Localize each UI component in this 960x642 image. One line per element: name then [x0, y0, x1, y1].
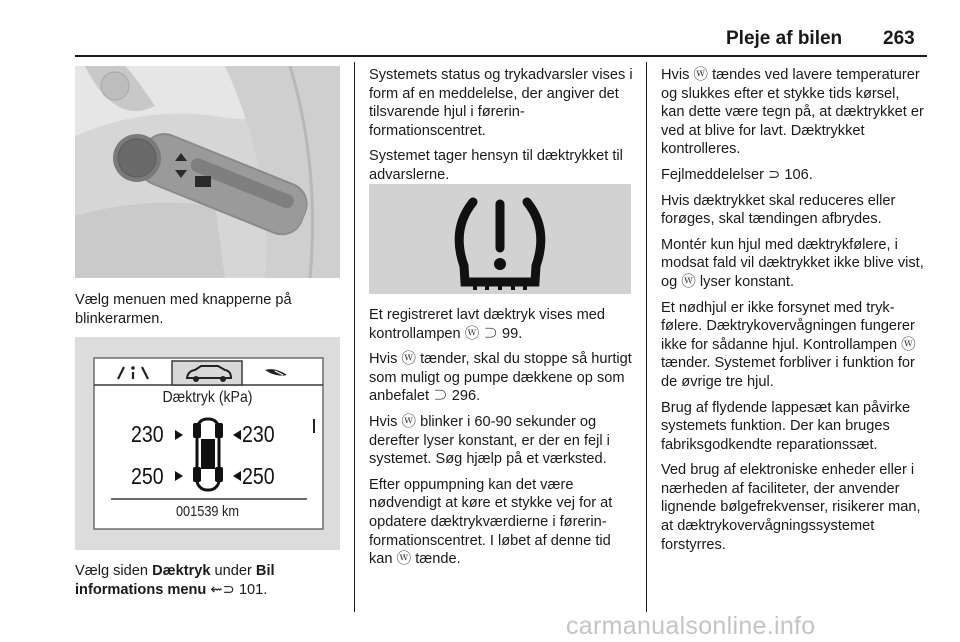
column-divider	[646, 62, 647, 612]
indicator-stalk-photo	[75, 66, 340, 278]
paragraph: Et nødhjul er ikke forsynet med trykfølere. Dæktrykovervågningen fungerer ikke for sådanne hjul. Kontrollampen ⓦ tænder. Systemet forbliver i funktion for de øvrige tre hjul.	[661, 299, 916, 390]
tire-pressure-rear-right: 250	[242, 463, 275, 489]
caption-select-menu: Vælg menuen med knapperne på blinkerarmen.	[75, 292, 292, 327]
paragraph: Systemets status og trykadvarsler vises i form af en meddelelse, der angiver det tilsvarende hjul i førerinformationscentret.	[369, 67, 633, 139]
paragraph: Hvis dæktrykket skal reduceres eller forøges, skal tændingen afbrydes.	[661, 192, 896, 228]
column-divider	[354, 62, 355, 612]
caption-select-page	[75, 562, 340, 606]
car-top-view-icon	[193, 419, 223, 490]
page-number: 263	[883, 28, 915, 49]
paragraph: Hvis ⓦ tænder, skal du stoppe så hurtigt som muligt og pumpe dækkene op som anbefalet ⊃ 296.	[369, 351, 632, 405]
header-rule	[75, 55, 927, 57]
paragraph: Efter oppumpning kan det være nødvendigt at køre et stykke vej for at opdatere dæktrykværdierne i førerinformationscentret. I løbet af denne tid kan ⓦ tænde.	[369, 476, 613, 568]
paragraph: Ved brug af elektroniske enheder eller i nærheden af faciliteter, der anvender lignende bølgefrekvenser, risikerer man, at dæktrykovervågningssystemet forstyrres.	[661, 462, 921, 553]
paragraph: Montér kun hjul med dæktrykfølere, i modsat fald vil dæktrykket ikke blive vist, og ⓦ lyser konstant.	[661, 236, 924, 290]
paragraph: Hvis ⓦ tændes ved lavere temperaturer og slukkes efter et stykke tids kørsel, kan dette være tegn på, at dæktrykket er ved at blive for lavt. Dæktrykket kontrolleres.	[661, 67, 924, 158]
tire-pressure-warning-figure	[369, 184, 631, 294]
tire-pressure-rear-left: 250	[131, 463, 164, 489]
paragraph: Fejlmeddelelser ⊃ 106.	[661, 166, 813, 183]
caption-bold-term: Bil informations menu	[75, 563, 275, 598]
paragraph: Systemet tager hensyn til dæktrykket til advarslerne.	[369, 148, 623, 183]
caption-text: under	[210, 563, 256, 579]
caption-text: Vælg siden	[75, 563, 153, 579]
paragraph: Et registreret lavt dæktryk vises med kontrollampen ⓦ ⊃ 99.	[369, 307, 606, 342]
car-symbol-icon: ⇜	[210, 581, 223, 598]
tire-pressure-front-right: 230	[242, 421, 275, 447]
paragraph: Hvis ⓦ blinker i 60-90 sekunder og derefter lyser konstant, er der en fejl i systemet. Søg hjælp på et værksted.	[369, 413, 610, 468]
watermark: carmanualsonline.info	[566, 612, 816, 640]
tire-pressure-front-left: 230	[131, 421, 164, 447]
page-reference: ⊃ 101.	[222, 581, 268, 598]
odometer-readout: 001539 km	[175, 503, 240, 520]
driver-info-display-figure	[75, 337, 340, 550]
caption-bold-term: Dæktryk	[152, 563, 211, 579]
paragraph: Brug af flydende lappesæt kan påvirke systemets funktion. Der kan bruges fabriksgodkendte reparationssæt.	[661, 399, 911, 453]
display-title: Dæktryk (kPa)	[162, 389, 253, 406]
page-header-title: Pleje af bilen	[726, 28, 843, 49]
